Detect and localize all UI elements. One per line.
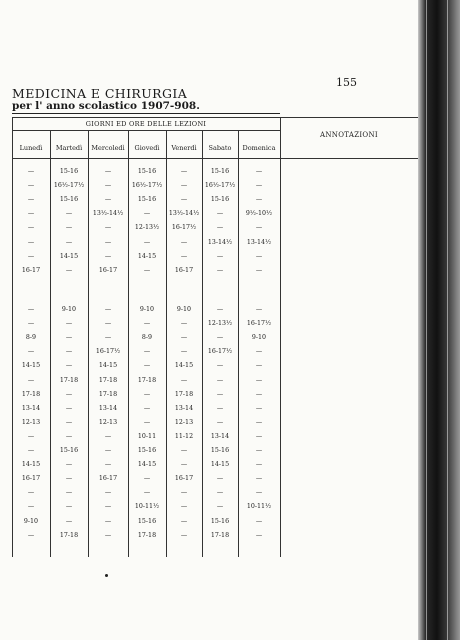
table-cell: 14-15 (21, 362, 41, 370)
table-cell: 13-14 (210, 432, 230, 440)
table-cell: — (27, 376, 35, 384)
table-cell: — (216, 252, 224, 260)
table-cell: 10-11 (137, 432, 157, 440)
table-cell: — (180, 196, 188, 204)
table-cell: — (27, 432, 35, 440)
table-row (12, 516, 280, 528)
table-cell: 14-15 (137, 252, 157, 260)
table-cell: 16-17 (98, 475, 118, 483)
table-row (12, 473, 280, 485)
table-cell: — (216, 404, 224, 412)
table-cell: — (255, 224, 263, 232)
table-cell: 12-13½ (207, 320, 233, 328)
table-cell: — (104, 320, 112, 328)
table-cell: — (180, 238, 188, 246)
table-cell: — (27, 238, 35, 246)
table-cell: — (104, 432, 112, 440)
table-cell: — (27, 489, 35, 497)
table-cell: 13-14 (174, 404, 194, 412)
table-row (12, 501, 280, 513)
table-cell: — (143, 418, 151, 426)
table-cell: — (65, 266, 73, 274)
table-cell: — (27, 531, 35, 539)
table-cell: — (255, 489, 263, 497)
table-cell: 13½-14½ (92, 210, 124, 218)
table-cell: 15-16 (59, 168, 79, 175)
table-cell: 11-12 (174, 432, 194, 440)
annotations-header: ANNOTAZIONI (320, 131, 378, 139)
table-cell: — (143, 475, 151, 483)
table-cell: 9-10 (176, 306, 192, 313)
table-cell: — (104, 334, 112, 342)
table-cell: 17-18 (59, 531, 79, 539)
table-cell: — (255, 196, 263, 204)
table-cell: — (216, 362, 224, 370)
table-cell: 17-18 (137, 376, 157, 384)
table-top-rule (12, 117, 418, 118)
table-row (12, 265, 280, 277)
table-cell: — (65, 362, 73, 370)
table-cell: 8-9 (25, 334, 37, 342)
table-cell: — (255, 475, 263, 483)
table-row (12, 304, 280, 316)
table-cell: — (65, 461, 73, 469)
binding-edge (447, 0, 448, 640)
table-cell: 10-11½ (246, 503, 272, 511)
column-header: Venerdì (171, 144, 197, 152)
table-cell: — (216, 503, 224, 511)
table-cell: — (65, 238, 73, 246)
table-cell: — (65, 210, 73, 218)
column-header: Giovedì (134, 144, 160, 152)
table-cell: — (65, 475, 73, 483)
table-cell: 15-16 (210, 447, 230, 454)
table-cell: — (180, 489, 188, 497)
table-cell: — (65, 503, 73, 511)
table-cell: 13-14 (21, 404, 41, 412)
table-cell: — (180, 252, 188, 260)
table-row (12, 360, 280, 372)
page-subtitle: per l' anno scolastico 1907-908. (12, 100, 200, 112)
table-cell: — (27, 196, 35, 204)
table-cell: 15-16 (137, 517, 157, 525)
column-divider (280, 117, 281, 557)
table-cell: — (27, 320, 35, 328)
table-cell: — (65, 418, 73, 426)
table-cell: — (143, 390, 151, 398)
table-cell: 16-17 (21, 266, 41, 274)
table-cell: 14-15 (174, 362, 194, 370)
column-header: Sabato (208, 144, 232, 152)
table-cell: 12-13½ (134, 224, 160, 232)
table-cell: — (180, 461, 188, 469)
table-cell: 15-16 (210, 517, 230, 525)
table-cell: 10-11½ (134, 503, 160, 511)
title-rule (12, 113, 280, 114)
table-cell: — (255, 404, 263, 412)
table-cell: — (180, 168, 188, 175)
table-cell: 14-15 (98, 362, 118, 370)
table-cell: — (104, 224, 112, 232)
table-cell: — (27, 503, 35, 511)
table-cell: 16½-17½ (53, 182, 85, 190)
table-row (12, 332, 280, 344)
table-cell: 15-16 (137, 447, 157, 454)
table-cell: — (65, 320, 73, 328)
table-cell: — (27, 224, 35, 232)
table-row (12, 237, 280, 249)
table-row (12, 389, 280, 401)
table-row (12, 346, 280, 358)
table-row (12, 375, 280, 387)
table-cell: — (255, 461, 263, 469)
table-cell: — (27, 447, 35, 454)
table-cell: — (216, 306, 224, 313)
table-cell: — (255, 168, 263, 175)
table-cell: 12-13 (98, 418, 118, 426)
table-row (12, 318, 280, 330)
table-cell: — (27, 348, 35, 356)
table-cell: — (27, 252, 35, 260)
table-cell: — (216, 266, 224, 274)
table-cell: — (180, 376, 188, 384)
table-cell: — (216, 390, 224, 398)
table-row (12, 530, 280, 542)
table-cell: — (65, 404, 73, 412)
table-cell: — (180, 320, 188, 328)
table-cell: — (104, 489, 112, 497)
table-cell: — (143, 238, 151, 246)
table-cell: 17-18 (137, 531, 157, 539)
table-cell: 15-16 (137, 168, 157, 175)
table-cell: — (104, 447, 112, 454)
table-cell: 17-18 (210, 531, 230, 539)
table-row (12, 208, 280, 220)
table-cell: — (180, 348, 188, 356)
table-row (12, 251, 280, 263)
table-cell: — (216, 475, 224, 483)
table-cell: — (255, 182, 263, 190)
table-cell: 14-15 (21, 461, 41, 469)
table-cell: — (255, 418, 263, 426)
table-row (12, 445, 280, 457)
table-cell: — (143, 362, 151, 370)
table-cell: — (255, 531, 263, 539)
table-row (12, 459, 280, 471)
table-cell: — (104, 461, 112, 469)
table-cell: 9½-10½ (245, 210, 273, 218)
table-cell: — (143, 266, 151, 274)
table-row (12, 431, 280, 443)
table-cell: — (27, 168, 35, 175)
table-cell: — (143, 348, 151, 356)
table-cell: — (143, 320, 151, 328)
table-cell: 16-17 (174, 475, 194, 483)
header-rule (12, 130, 280, 131)
table-cell: — (65, 334, 73, 342)
table-cell: — (255, 252, 263, 260)
table-cell: 17-18 (98, 376, 118, 384)
table-cell: — (65, 432, 73, 440)
table-cell: 15-16 (210, 196, 230, 204)
table-cell: — (27, 306, 35, 313)
table-cell: — (27, 182, 35, 190)
table-cell: — (216, 376, 224, 384)
table-cell: — (255, 266, 263, 274)
table-cell: — (255, 306, 263, 313)
table-cell: — (65, 224, 73, 232)
table-row (12, 487, 280, 499)
table-cell: — (143, 404, 151, 412)
table-cell: — (65, 348, 73, 356)
table-cell: — (65, 489, 73, 497)
table-cell: — (143, 210, 151, 218)
table-cell: — (180, 334, 188, 342)
table-cell: 17-18 (21, 390, 41, 398)
table-cell: — (65, 517, 73, 525)
table-cell: — (255, 447, 263, 454)
table-cell: 8-9 (141, 334, 153, 342)
table-cell: — (255, 432, 263, 440)
table-cell: — (104, 238, 112, 246)
table-cell: — (216, 489, 224, 497)
table-cell: 15-16 (210, 168, 230, 175)
table-cell: 15-16 (59, 447, 79, 454)
table-cell: 9-10 (251, 334, 267, 342)
table-cell: — (104, 503, 112, 511)
column-header: Domenica (242, 144, 276, 152)
table-cell: — (216, 224, 224, 232)
table-cell: — (104, 168, 112, 175)
table-cell: — (180, 517, 188, 525)
table-cell: 14-15 (137, 461, 157, 469)
table-cell: 16-17 (174, 266, 194, 274)
table-cell: — (104, 252, 112, 260)
table-cell: 9-10 (61, 306, 77, 313)
table-row (12, 222, 280, 234)
page-number: 155 (336, 76, 357, 89)
table-cell: 14-15 (210, 461, 230, 469)
page-title: MEDICINA E CHIRURGIA (12, 86, 188, 101)
table-cell: 16-17½ (95, 348, 121, 356)
column-header: Martedì (55, 144, 83, 152)
table-cell: — (180, 447, 188, 454)
table-cell: 16-17½ (171, 224, 197, 232)
table-cell: — (216, 210, 224, 218)
table-cell: — (255, 390, 263, 398)
table-cell: — (180, 182, 188, 190)
binding-edge (426, 0, 427, 640)
table-cell: — (216, 334, 224, 342)
table-cell: 16-17½ (246, 320, 272, 328)
table-row (12, 166, 280, 178)
table-cell: — (104, 196, 112, 204)
table-cell: 15-16 (59, 196, 79, 204)
table-cell: — (143, 489, 151, 497)
table-cell: — (255, 362, 263, 370)
table-cell: — (180, 503, 188, 511)
table-row (12, 417, 280, 429)
table-cell: 13-14½ (246, 238, 272, 246)
table-header: GIORNI ED ORE DELLE LEZIONI (85, 120, 207, 128)
table-cell: 16-17 (98, 266, 118, 274)
column-header: Mercoledì (91, 144, 125, 152)
table-cell: 16-17 (21, 475, 41, 483)
table-cell: — (65, 390, 73, 398)
table-cell: — (255, 348, 263, 356)
table-cell: 16½-17½ (131, 182, 163, 190)
table-cell: 15-16 (137, 196, 157, 204)
table-cell: — (104, 517, 112, 525)
table-cell: 16-17½ (207, 348, 233, 356)
table-cell: 13-14½ (207, 238, 233, 246)
table-cell: 14-15 (59, 252, 79, 260)
table-cell: 13½-14½ (168, 210, 200, 218)
table-cell: 9-10 (139, 306, 155, 313)
table-cell: 9-10 (23, 517, 39, 525)
table-cell: — (180, 531, 188, 539)
table-cell: — (104, 531, 112, 539)
table-row (12, 403, 280, 415)
column-header-rule (12, 158, 418, 159)
ink-dot (105, 574, 108, 577)
table-cell: — (255, 376, 263, 384)
table-cell: 13-14 (98, 404, 118, 412)
table-cell: — (104, 182, 112, 190)
book-binding (418, 0, 460, 640)
table-cell: — (104, 306, 112, 313)
table-cell: 17-18 (59, 376, 79, 384)
table-row (12, 180, 280, 192)
table-row (12, 194, 280, 206)
table-cell: — (216, 418, 224, 426)
column-header: Lunedì (19, 144, 43, 152)
table-cell: — (27, 210, 35, 218)
table-cell: 12-13 (174, 418, 194, 426)
table-cell: — (255, 517, 263, 525)
table-cell: 16½-17½ (204, 182, 236, 190)
table-cell: 12-13 (21, 418, 41, 426)
table-cell: 17-18 (174, 390, 194, 398)
table-cell: 17-18 (98, 390, 118, 398)
